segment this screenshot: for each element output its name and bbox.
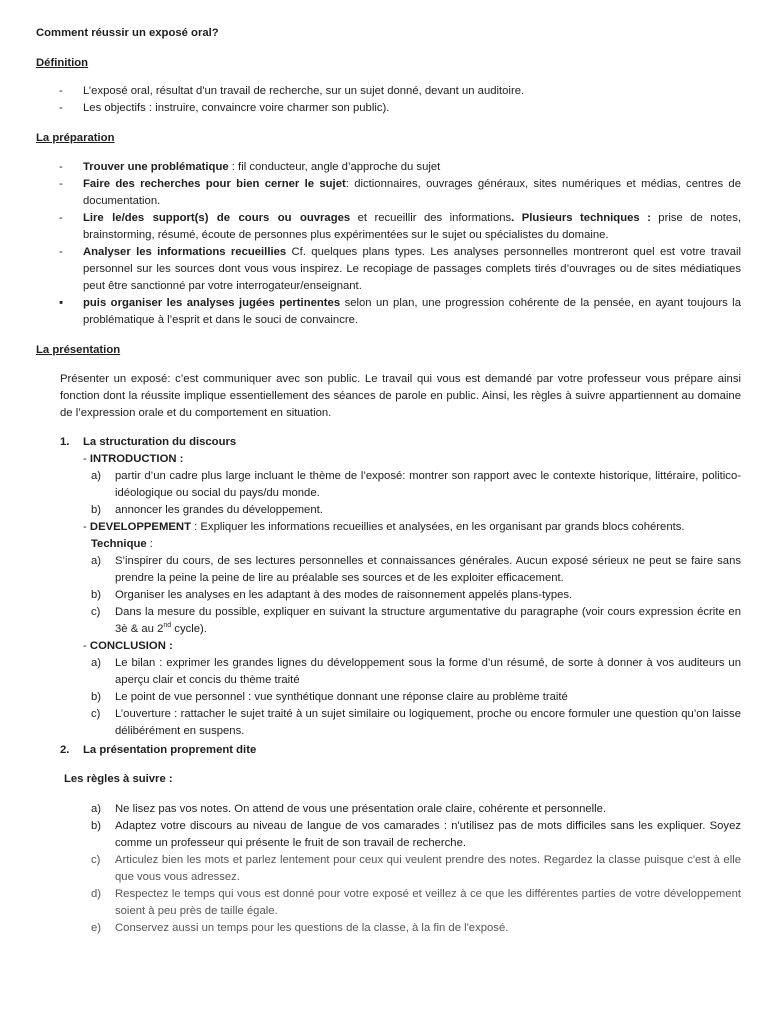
list-item: b) annoncer les grandes du développement. [91,504,323,516]
list-item: a) Ne lisez pas vos notes. On attend de vous une présentation orale claire, cohérente et personnelle. [91,803,607,815]
introduction-label: - INTRODUCTION : [83,453,184,465]
dash-marker: - [59,161,63,173]
list-item: d) Respectez le temps qui vous est donné pour votre exposé et veillez à ce que les différentes parties de votre développement soient à peu près de taille égale. [91,888,741,917]
list-item: - Faire des recherches pour bien cerner le sujet: dictionnaires, ouvrages généraux, sites numériques et médias, centres de documentation. [59,178,741,207]
list-item: - Trouver une problématique : fil conducteur, angle d’approche du sujet [36,159,741,176]
part2-heading: 2. La présentation proprement dite [60,744,257,756]
list-item: - Les objectifs : instruire, convaincre voire charmer son public). [36,100,741,117]
document-title: Comment réussir un exposé oral? [36,27,219,39]
conclusion-list [91,655,741,740]
developpement-block: - DEVELOPPEMENT : Expliquer les informations recueillies et analysées, en les organisant par grands blocs cohérents. Technique : [83,521,685,550]
dash-marker: - [59,178,63,190]
list-item: a) S’inspirer du cours, de ses lectures personnelles et connaissances générales. Aucun exposé sérieux ne peut se faire sans prendre la peine la peine de lire au préalable ses sources et de les exploiter efficacement. [91,555,741,584]
list-item: - Analyser les informations recueillies Cf. quelques plans types. Les analyses personnelles montreront quel est votre travail personnel sur les sources dont vous vous inspirez. Le recopiage de passages complets tirés d’ouvrages ou de sites médiatiques peut être sanctionné par votre interrogateur/enseignant. [59,246,741,292]
introduction-list [91,468,741,519]
list-item: b) Adaptez votre discours au niveau de langue de vos camarades : n'utilisez pas de mots difficiles sans les expliquer. Soyez comme un professeur qui présente le fruit de son travail de recherche. [91,820,741,849]
list-item: ▪ puis organiser les analyses jugées pertinentes selon un plan, une progression cohérente de la pensée, en ayant toujours la problématique à l’esprit et dans le souci de convaincre. [59,297,741,326]
preparation-list [36,159,741,329]
list-item: c) Articulez bien les mots et parlez lentement pour ceux qui veulent prendre des notes. Regardez la classe puisque c'est à elle que vous vous adressez. [91,854,741,883]
dash-marker: - [59,212,63,224]
rules-heading: Les règles à suivre : [64,773,173,785]
list-item: c) L’ouverture : rattacher le sujet traité à un sujet similaire ou logiquement, proche ou encore formuler une question qu’on laisse délibérément en suspens. [91,708,741,737]
technique-label: Technique [91,538,147,550]
rules-list [91,801,741,937]
dash-marker: - [59,102,63,114]
definition-heading: Définition [36,57,89,69]
list-item: c) Dans la mesure du possible, expliquer en suivant la structure argumentative du paragraphe (voir cours expression écrite en 3è & au 2nd cycle). [91,606,741,635]
list-item: - L’exposé oral, résultat d'un travail de recherche, sur un sujet donné, devant un auditoire. [36,83,741,100]
presentation-intro: Présenter un exposé: c’est communiquer avec son public. Le travail qui vous est demandé par votre professeur vous prépare ainsi fonction dont la réussite implique essentiellement des séances de parole en public. Ainsi, les règles à suivre appartiennent au domaine de l’expression orale et du comportement en situation. [60,373,741,419]
list-item: - Lire le/des support(s) de cours ou ouvrages et recueillir des informations. Plusieurs techniques : prise de notes, brainstorming, résumé, écoute de personnes plus expérimentées sur le sujet ou spécialistes du domaine. [59,212,741,241]
list-item: a) partir d’un cadre plus large incluant le thème de l’exposé: montrer son rapport avec le contexte historique, littéraire, politico-idéologique ou social du pays/du monde. [91,470,741,499]
presentation-heading: La présentation [36,344,121,356]
conclusion-label: - CONCLUSION : [83,640,173,652]
dash-marker: - [59,85,63,97]
part1-heading: 1. La structuration du discours [60,436,237,448]
list-item: b) Organiser les analyses en les adaptant à des modes de raisonnement appelés plans-types. [91,589,573,601]
definition-list [36,83,741,117]
list-item: b) Le point de vue personnel : vue synthétique donnant une réponse claire au problème traité [91,691,568,703]
developpement-list [91,553,741,638]
square-marker: ▪ [59,297,64,309]
list-item: a) Le bilan : exprimer les grandes lignes du développement sous la forme d’un résumé, de sorte à donner à vos auditeurs un aperçu clair et concis du thème traité [91,657,741,686]
list-item: e) Conservez aussi un temps pour les questions de la classe, à la fin de l'exposé. [91,922,509,934]
dash-marker: - [59,246,63,258]
preparation-heading: La préparation [36,132,115,144]
